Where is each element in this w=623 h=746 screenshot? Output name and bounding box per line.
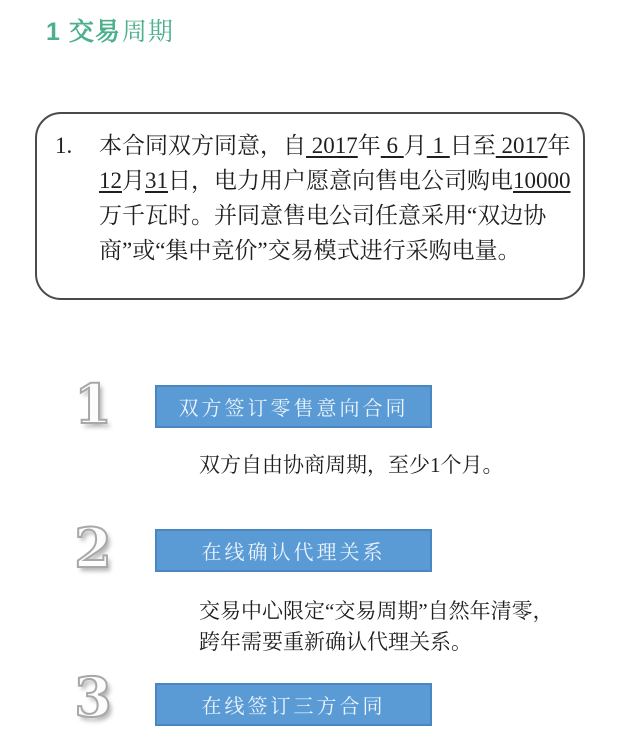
step-2-note-line-2: 跨年需要重新确认代理关系。: [199, 630, 472, 654]
agreement-text: 本合同双方同意，自 2017年 6 月 1 日至 2017年12月31日，电力用户愿意向售电公司购电10000万千瓦时。并同意售电公司任意采用“双边协商”或“集中竞价”交易模式进行采购电量。: [99, 133, 571, 263]
step-1-banner: 双方签订零售意向合同: [155, 385, 432, 428]
step-3-banner: 在线签订三方合同: [155, 683, 432, 726]
page-title-number-and-keyword: 1 交易: [46, 18, 121, 46]
agreement-clause-marker: 1.: [55, 133, 73, 158]
agreement-clause-box: [35, 112, 585, 300]
step-2-banner: 在线确认代理关系: [155, 529, 432, 572]
step-1-note: [199, 450, 504, 481]
step-2-note: [199, 596, 554, 658]
step-1-note-line: 双方自由协商周期，至少1个月。: [199, 453, 504, 477]
step-1-number: 1: [74, 372, 112, 436]
step-2-number: 2: [74, 516, 112, 580]
step-2-note-line-1: 交易中心限定“交易周期”自然年清零，: [199, 599, 554, 623]
page-title: [46, 12, 174, 48]
step-3-number: 3: [74, 665, 112, 729]
page-title-suffix: 周期: [121, 18, 174, 46]
